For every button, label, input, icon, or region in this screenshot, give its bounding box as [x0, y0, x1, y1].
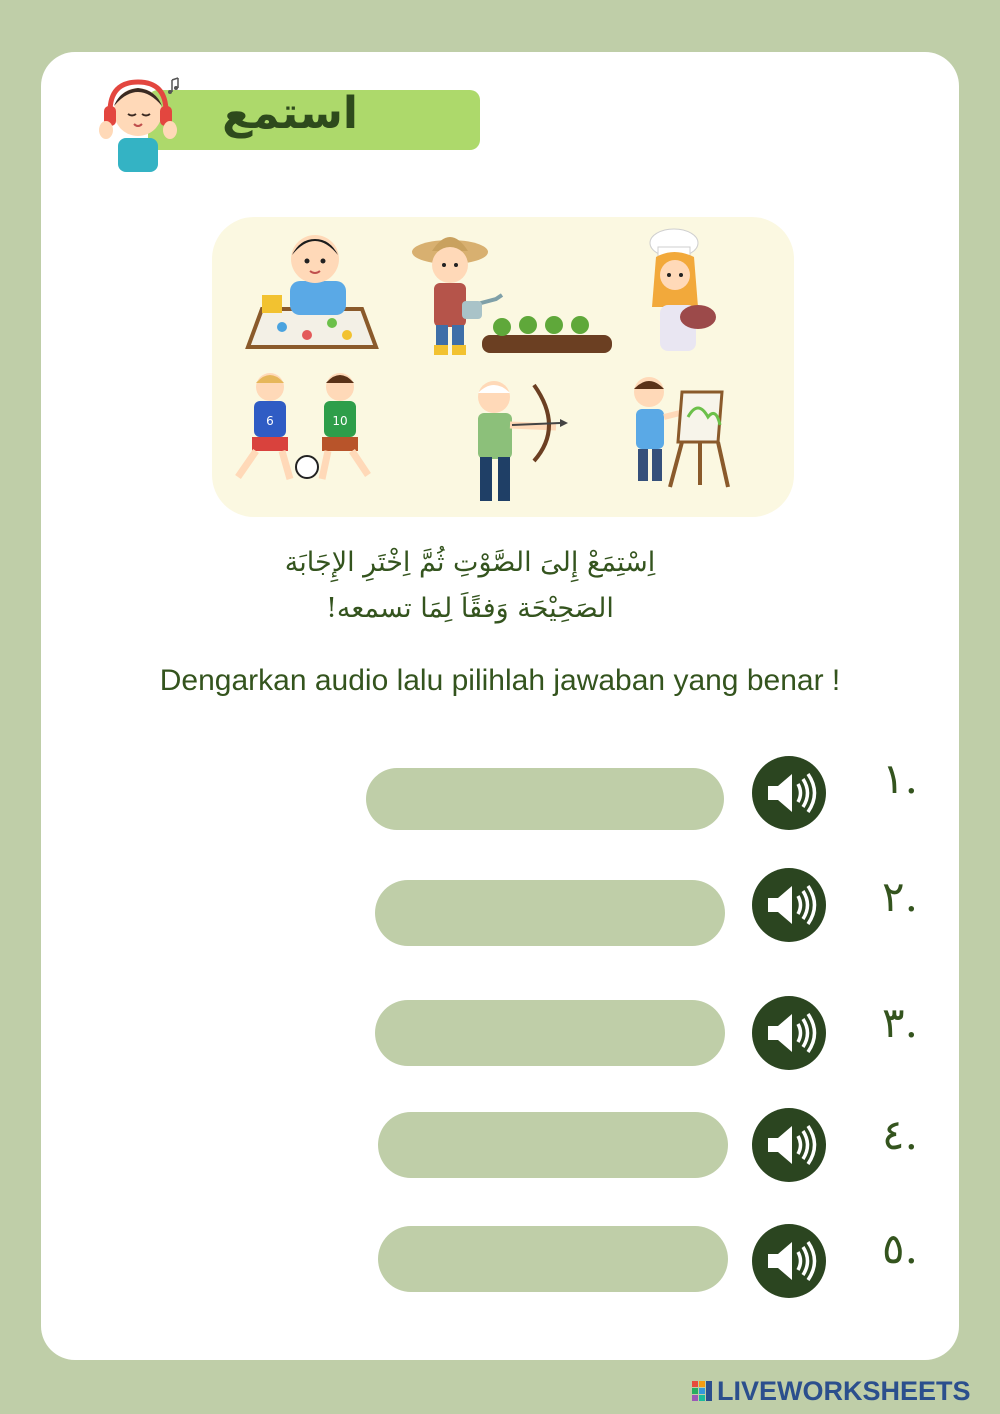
answer-field[interactable] — [378, 1112, 728, 1178]
question-row — [0, 994, 1000, 1074]
speaker-icon[interactable] — [752, 756, 826, 830]
brand-footer[interactable] — [692, 1374, 992, 1408]
answer-field[interactable] — [366, 768, 724, 830]
jersey-number: 10 — [332, 414, 348, 428]
arabic-instruction-line: اِسْتِمَعْ إِلىَ الصَّوْتِ ثُمَّ اِخْتَرِ الإِجَابَة — [284, 547, 656, 578]
question-row — [0, 1106, 1000, 1186]
question-row — [0, 866, 1000, 946]
archer-illustration — [478, 381, 568, 501]
boy-drawing-illustration — [248, 235, 377, 349]
speaker-icon[interactable] — [752, 996, 826, 1070]
liveworksheets-logo-icon — [692, 1379, 714, 1403]
question-row — [0, 1220, 1000, 1300]
chef-girl-illustration — [650, 229, 716, 351]
farmer-illustration — [412, 237, 612, 355]
question-number: ٣. — [882, 998, 918, 1047]
answer-field[interactable] — [378, 1226, 728, 1292]
speaker-icon[interactable] — [752, 868, 826, 942]
speaker-icon[interactable] — [752, 1108, 826, 1182]
jersey-number: 6 — [266, 414, 274, 428]
answer-field[interactable] — [375, 880, 725, 946]
brand-name: LIVEWORKSHEETS — [717, 1375, 971, 1406]
question-row — [0, 752, 1000, 832]
listening-child-icon — [96, 72, 188, 172]
arabic-instructions — [150, 540, 790, 632]
question-number: ٥. — [882, 1224, 918, 1273]
page-title: استمع — [222, 88, 358, 139]
indonesian-instructions: Dengarkan audio lalu pilihlah jawaban yang benar ! — [159, 664, 841, 697]
speaker-icon[interactable] — [752, 1224, 826, 1298]
painter-illustration — [634, 377, 728, 487]
question-number: ٤. — [882, 1110, 918, 1159]
arabic-instruction-line: الصَحِيْحَة وَفقًاَ لِمَا تسمعه! — [326, 593, 614, 624]
answer-field[interactable] — [375, 1000, 725, 1066]
soccer-players-illustration — [238, 373, 368, 479]
question-number: ٢. — [882, 872, 918, 921]
activities-illustration — [212, 217, 794, 517]
question-number: ١. — [882, 754, 918, 803]
